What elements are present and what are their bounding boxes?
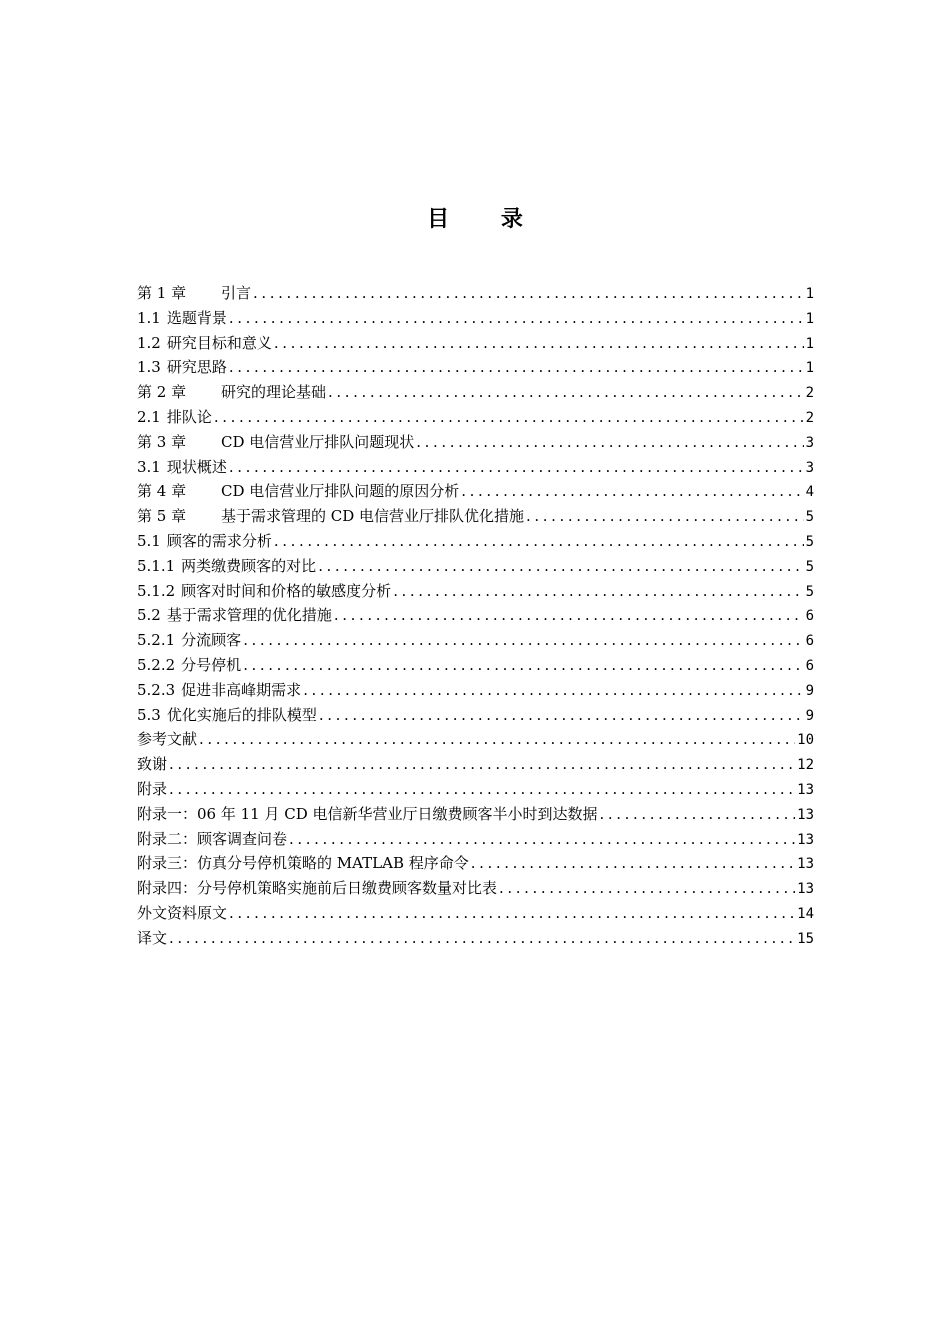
toc-leader-dots <box>243 628 803 653</box>
toc-entry-label <box>137 554 316 579</box>
toc-entry[interactable] <box>137 579 814 604</box>
toc-entry[interactable] <box>137 876 814 901</box>
toc-leader-dots <box>471 851 795 876</box>
toc-page-number: 13 <box>797 881 814 898</box>
toc-entry[interactable] <box>137 678 814 703</box>
toc-leader-dots <box>229 306 804 331</box>
toc-entry-text: 基于需求管理的 CD 电信营业厅排队优化措施 <box>221 507 525 526</box>
toc-page-number: 13 <box>797 806 814 823</box>
toc-page-number: 6 <box>805 657 814 674</box>
toc-leader-dots <box>243 653 803 678</box>
toc-title: 目 录 <box>427 206 545 232</box>
toc-entry-label <box>137 529 272 554</box>
toc-entry-label <box>137 851 469 876</box>
toc-entry-label <box>137 281 251 306</box>
toc-entry[interactable] <box>137 777 814 802</box>
toc-leader-dots <box>461 479 803 504</box>
toc-entry-label <box>137 628 241 653</box>
toc-entry-text: 译文 <box>137 928 168 947</box>
toc-entry-text: 顾客对时间和价格的敏感度分析 <box>181 581 392 600</box>
toc-leader-dots <box>253 281 804 306</box>
toc-page-number: 5 <box>805 533 814 550</box>
toc-entry-label <box>137 455 227 480</box>
toc-entry[interactable] <box>137 455 814 480</box>
toc-leader-dots <box>274 529 804 554</box>
toc-entry[interactable] <box>137 703 814 728</box>
toc-leader-dots <box>199 727 795 752</box>
toc-entry-label <box>137 901 227 926</box>
toc-entry-text: 附录 <box>137 779 168 798</box>
toc-entry-label <box>137 579 391 604</box>
toc-entry-label <box>137 430 414 455</box>
toc-entry-text: 附录三：仿真分号停机策略的 MATLAB 程序命令 <box>137 854 469 873</box>
toc-page-number: 6 <box>805 633 814 650</box>
toc-entry-text: 两类缴费顾客的对比 <box>181 556 317 575</box>
toc-entry[interactable] <box>137 802 814 827</box>
toc-page-number: 15 <box>797 930 814 947</box>
toc-entry-text: 研究的理论基础 <box>221 383 327 402</box>
toc-page-number: 1 <box>805 360 814 377</box>
toc-page-number: 1 <box>805 286 814 302</box>
toc-page-number: 1 <box>805 335 814 352</box>
toc-entry[interactable] <box>137 355 814 380</box>
toc-leader-dots <box>393 579 803 604</box>
toc-page-number: 3 <box>805 434 814 451</box>
toc-page-number: 5 <box>805 583 814 600</box>
toc-entry-number: 5.3 <box>137 705 161 724</box>
toc-leader-dots <box>274 331 804 356</box>
toc-entry-label <box>137 926 167 951</box>
toc-page-number: 14 <box>797 905 814 922</box>
toc-page-number: 1 <box>805 310 814 327</box>
toc-entry[interactable] <box>137 827 814 852</box>
toc-entry[interactable] <box>137 901 814 926</box>
toc-entry-label <box>137 653 241 678</box>
toc-page-number: 13 <box>797 781 814 798</box>
toc-entry-text: 参考文献 <box>137 730 198 749</box>
toc-entry-label <box>137 678 301 703</box>
toc-entry-number: 5.2.2 <box>137 655 176 674</box>
toc-leader-dots <box>169 926 795 951</box>
toc-entry-label <box>137 827 287 852</box>
toc-entry[interactable] <box>137 430 814 455</box>
toc-page-number: 9 <box>805 707 814 724</box>
toc-entry-label <box>137 802 598 827</box>
toc-entry-label <box>137 479 459 504</box>
toc-entry-number: 5.2.3 <box>137 680 176 699</box>
toc-entry-label <box>137 703 317 728</box>
toc-page-number: 10 <box>797 732 814 749</box>
toc-entry-text: 分号停机 <box>181 655 242 674</box>
toc-entry-label <box>137 355 227 380</box>
toc-leader-dots <box>214 405 804 430</box>
toc-entry-text: 优化实施后的排队模型 <box>166 705 317 724</box>
toc-leader-dots <box>328 380 804 405</box>
toc-entry-text: 排队论 <box>166 407 212 426</box>
toc-list <box>137 281 814 951</box>
toc-leader-dots <box>229 455 804 480</box>
toc-entry-number: 第 4 章 <box>137 482 187 501</box>
toc-leader-dots <box>169 777 795 802</box>
toc-entry-number: 5.1 <box>137 531 161 550</box>
toc-entry[interactable] <box>137 926 814 951</box>
toc-entry[interactable] <box>137 529 814 554</box>
toc-page-number: 5 <box>805 509 814 526</box>
toc-entry-text: 顾客的需求分析 <box>166 531 272 550</box>
toc-entry[interactable] <box>137 306 814 331</box>
toc-entry-number: 1.1 <box>137 308 161 327</box>
toc-page-number: 2 <box>805 385 814 402</box>
toc-leader-dots <box>526 504 804 529</box>
toc-entry-text: 基于需求管理的优化措施 <box>166 606 332 625</box>
toc-entry-number: 1.2 <box>137 333 161 352</box>
toc-entry[interactable] <box>137 752 814 777</box>
toc-entry-label <box>137 331 272 356</box>
toc-page-number: 13 <box>797 856 814 873</box>
toc-leader-dots <box>303 678 803 703</box>
toc-entry-label <box>137 752 167 777</box>
toc-entry-text: 引言 <box>221 284 252 302</box>
toc-entry-label <box>137 504 524 529</box>
toc-leader-dots <box>169 752 795 777</box>
toc-entry[interactable] <box>137 331 814 356</box>
toc-entry[interactable] <box>137 479 814 504</box>
toc-entry-number: 第 3 章 <box>137 432 187 451</box>
toc-leader-dots <box>499 876 795 901</box>
toc-page-number: 5 <box>805 558 814 575</box>
toc-entry-text: CD 电信营业厅排队问题的原因分析 <box>221 482 460 501</box>
toc-entry-number: 第 5 章 <box>137 507 187 526</box>
toc-entry-number: 5.1.2 <box>137 581 176 600</box>
toc-entry-text: 选题背景 <box>166 308 227 327</box>
toc-leader-dots <box>229 355 804 380</box>
toc-entry-number: 3.1 <box>137 457 161 476</box>
toc-page-number: 13 <box>797 831 814 848</box>
toc-page-number: 6 <box>805 608 814 625</box>
toc-entry[interactable] <box>137 653 814 678</box>
toc-entry-text: 研究目标和意义 <box>166 333 272 352</box>
toc-entry-text: 分流顾客 <box>181 631 242 650</box>
toc-entry-label <box>137 727 197 752</box>
toc-entry-number: 5.1.1 <box>137 556 176 575</box>
toc-leader-dots <box>318 554 803 579</box>
toc-entry[interactable] <box>137 380 814 405</box>
toc-leader-dots <box>229 901 795 926</box>
toc-entry-text: 现状概述 <box>166 457 227 476</box>
toc-entry-number: 1.3 <box>137 358 161 377</box>
toc-entry[interactable] <box>137 727 814 752</box>
toc-entry-number: 第 1 章 <box>137 284 187 302</box>
toc-entry[interactable] <box>137 554 814 579</box>
toc-entry-label <box>137 603 332 628</box>
toc-entry-label <box>137 380 326 405</box>
toc-entry-number: 5.2 <box>137 606 161 625</box>
toc-page-number: 3 <box>805 459 814 476</box>
toc-entry-text: 外文资料原文 <box>137 903 228 922</box>
toc-entry[interactable] <box>137 851 814 876</box>
toc-page-number: 2 <box>805 409 814 426</box>
toc-entry-number: 第 2 章 <box>137 383 187 402</box>
toc-entry-text: 附录四：分号停机策略实施前后日缴费顾客数量对比表 <box>137 879 498 898</box>
toc-page-number: 12 <box>797 757 814 774</box>
toc-entry-text: 附录一：06 年 11 月 CD 电信新华营业厅日缴费顾客半小时到达数据 <box>137 804 598 823</box>
toc-entry[interactable] <box>137 603 814 628</box>
toc-entry-text: 研究思路 <box>166 358 227 377</box>
toc-entry-text: 致谢 <box>137 755 168 774</box>
toc-entry-label <box>137 405 212 430</box>
toc-entry[interactable] <box>137 281 814 306</box>
toc-entry-text: CD 电信营业厅排队问题现状 <box>221 432 415 451</box>
toc-page-number: 4 <box>805 484 814 501</box>
toc-entry-label <box>137 876 497 901</box>
toc-entry[interactable] <box>137 504 814 529</box>
toc-leader-dots <box>334 603 804 628</box>
toc-entry-text: 附录二：顾客调查问卷 <box>137 829 288 848</box>
toc-entry-label <box>137 777 167 802</box>
toc-entry[interactable] <box>137 628 814 653</box>
toc-entry[interactable] <box>137 405 814 430</box>
toc-page-number: 9 <box>805 682 814 699</box>
toc-leader-dots <box>416 430 803 455</box>
toc-entry-number: 2.1 <box>137 407 161 426</box>
toc-leader-dots <box>600 802 796 827</box>
toc-entry-text: 促进非高峰期需求 <box>181 680 302 699</box>
toc-leader-dots <box>289 827 795 852</box>
toc-leader-dots <box>319 703 804 728</box>
toc-entry-number: 5.2.1 <box>137 631 176 650</box>
toc-entry-label <box>137 306 227 331</box>
